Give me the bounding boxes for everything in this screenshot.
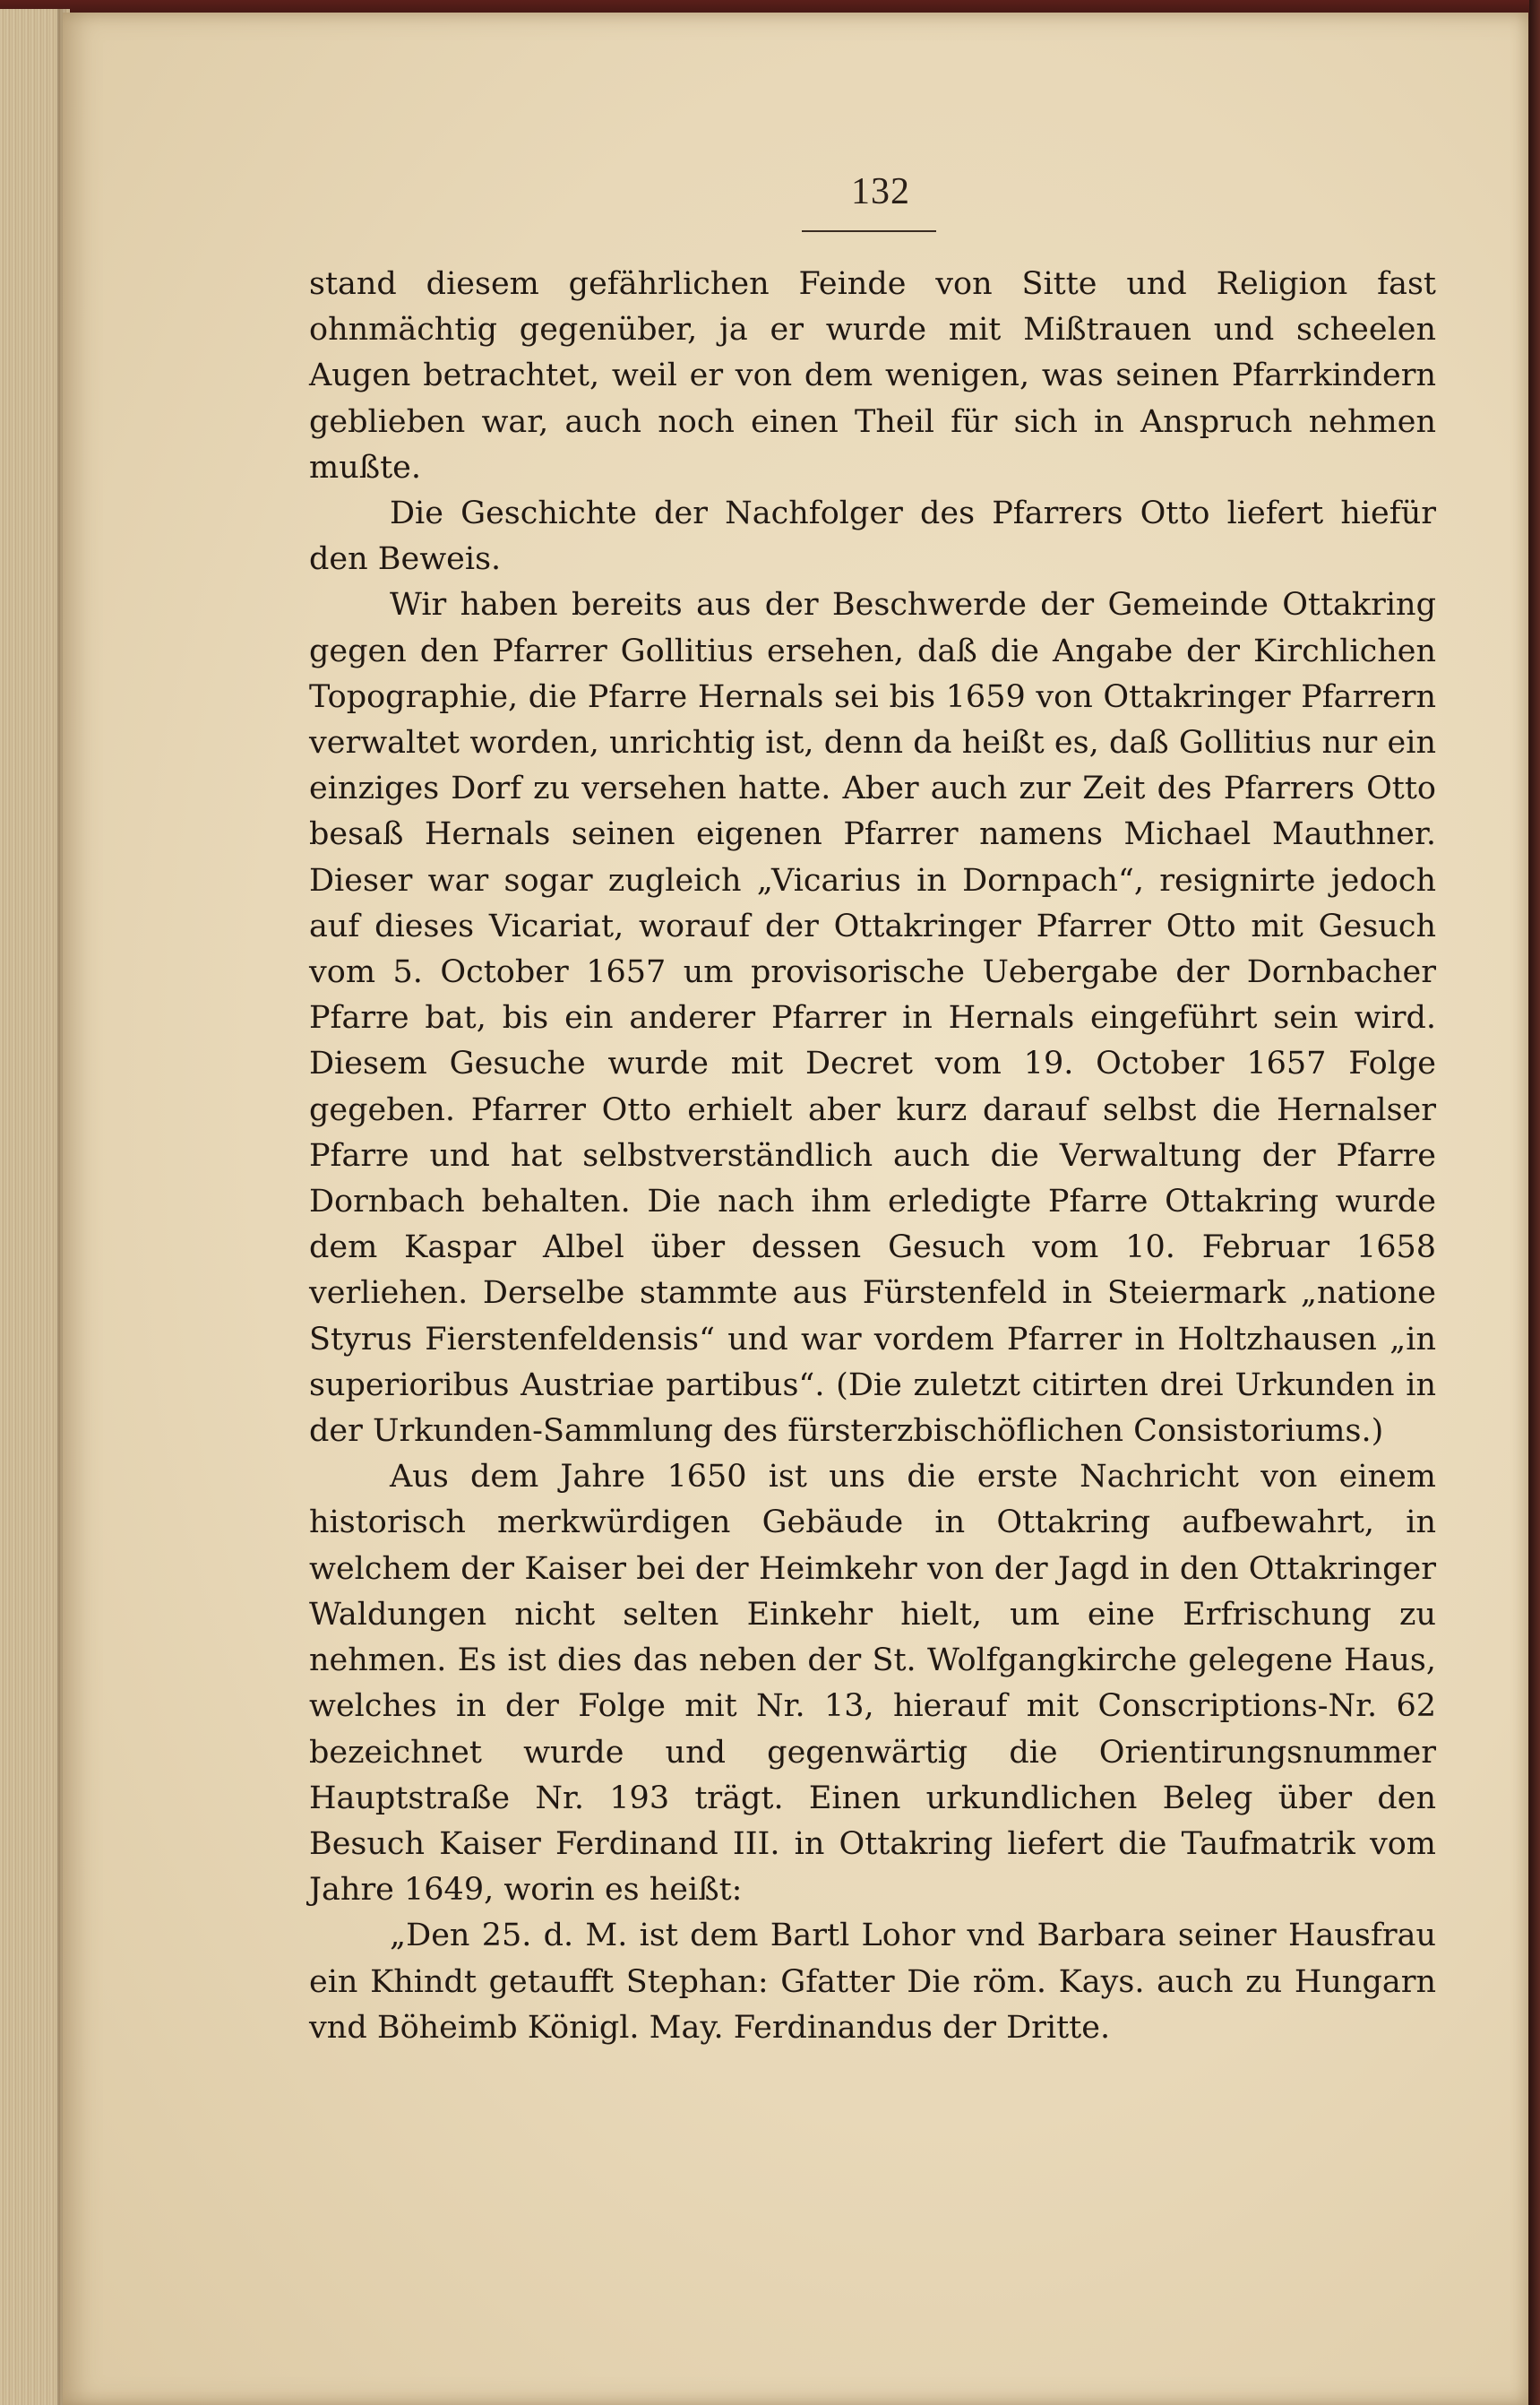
paragraph-5: „Den 25. d. M. ist dem Bartl Lohor vnd Barbara seiner Hausfrau ein Khindt getaufft Stephan: Gfatter Die röm. Kays. auch zu Hungarn vnd Böheimb Königl. May. Ferdinandus der Dritte. xyxy=(309,1918,1436,2046)
body-text xyxy=(309,262,1436,2051)
paragraph-1: stand diesem gefährlichen Feinde von Sitte und Religion fast ohnmächtig gegenüber, ja er wurde mit Mißtrauen und scheelen Augen betrachtet, weil er von dem wenigen, was seinen Pfarrkindern geblieben war, auch noch einen Theil für sich in Anspruch nehmen mußte. xyxy=(309,266,1436,486)
page-stack-edges xyxy=(0,9,70,2405)
page-number-rule xyxy=(802,230,936,232)
paragraph-4: Aus dem Jahre 1650 ist uns die erste Nachricht von einem historisch merkwürdigen Gebäude in Ottakring aufbewahrt, in welchem der Kaiser bei der Heimkehr von der Jagd in den Ottakringer Waldungen nicht selten Einkehr hielt, um eine Erfrischung zu nehmen. Es ist dies das neben der St. Wolfgangkirche gelegene Haus, welches in der Folge mit Nr. 13, hierauf mit Conscriptions-Nr. 62 bezeichnet wurde und gegenwärtig die Orientirungsnummer Hauptstraße Nr. 193 trägt. Einen urkundlichen Beleg über den Besuch Kaiser Ferdinand III. in Ottakring liefert die Taufmatrik vom Jahre 1649, worin es heißt: xyxy=(309,1459,1436,1909)
page-number: 132 xyxy=(851,171,910,212)
book-cover-right-edge xyxy=(1529,0,1540,2405)
paragraph-2: Die Geschichte der Nachfolger des Pfarrers Otto liefert hiefür den Beweis. xyxy=(309,496,1436,578)
paragraph-3: Wir haben bereits aus der Beschwerde der Gemeinde Ottakring gegen den Pfarrer Gollitius ersehen, daß die Angabe der Kirchlichen Topographie, die Pfarre Hernals sei bis 1659 von Ottakringer Pfarrern verwaltet worden, unrichtig ist, denn da heißt es, daß Gollitius nur ein einziges Dorf zu versehen hatte. Aber auch zur Zeit des Pfarrers Otto besaß Hernals seinen eigenen Pfarrer namens Michael Mauthner. Dieser war sogar zugleich „Vicarius in Dornpach“, resignirte jedoch auf dieses Vicariat, worauf der Ottakringer Pfarrer Otto mit Gesuch vom 5. October 1657 um provisorische Uebergabe der Dornbacher Pfarre bat, bis ein anderer Pfarrer in Hernals eingeführt sein wird. Diesem Gesuche wurde mit Decret vom 19. October 1657 Folge gegeben. Pfarrer Otto erhielt aber kurz darauf selbst die Hernalser Pfarre und hat selbstverständlich auch die Verwaltung der Pfarre Dornbach behalten. Die nach ihm erledigte Pfarre Ottakring wurde dem Kaspar Albel über dessen Gesuch vom 10. Februar 1658 verliehen. Derselbe stammte aus Fürstenfeld in Steiermark „natione Styrus Fierstenfeldensis“ und war vordem Pfarrer in Holtzhausen „in superioribus Austriae partibus“. (Die zuletzt citirten drei Urkunden in der Urkunden-Sammlung des fürsterzbischöflichen Consistoriums.) xyxy=(309,587,1436,1450)
